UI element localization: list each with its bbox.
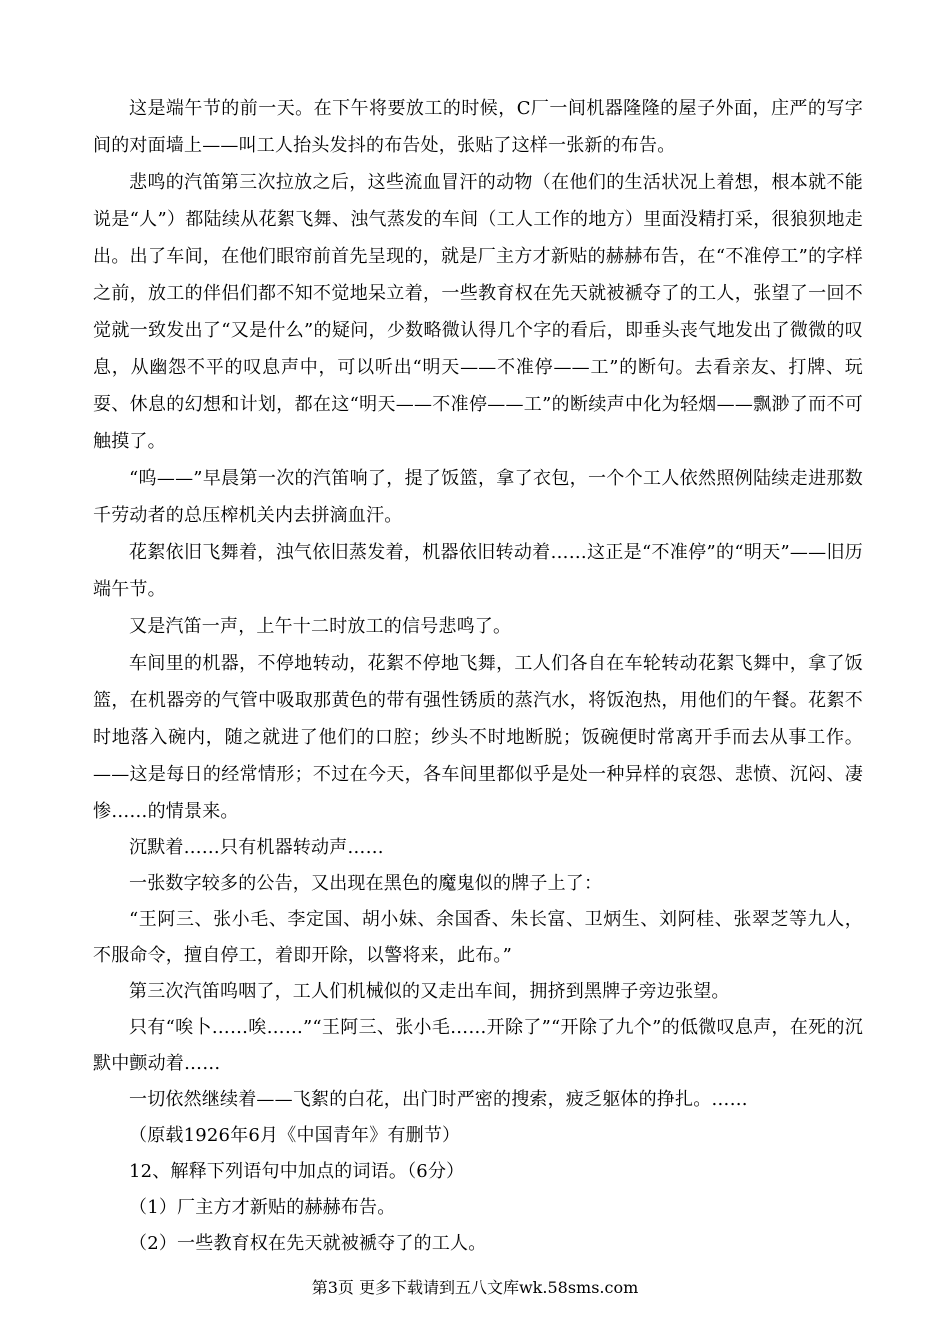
page-footer: 第3页 更多下载请到五八文库wk.58sms.com <box>311 1278 639 1297</box>
notice-quote: “王阿三、张小毛、李定国、胡小妹、余国香、朱长富、卫炳生、刘阿桂、张翠芝等九人，不服命令，擅自停工，着即开除，以警将来，此布。” <box>93 909 863 966</box>
question-12-item-1: （1）厂主方才新贴的赫赫布告。 <box>129 1197 396 1218</box>
paragraph-12: 一切依然继续着——飞絮的白花，出门时严密的搜索，疲乏躯体的挣扎。…… <box>129 1089 748 1110</box>
paragraph-3: “呜——”早晨第一次的汽笛响了，提了饭篮，拿了衣包，一个个工人依然照例陆续走进那数千劳动者的总压榨机关内去拼滴血汗。 <box>93 468 863 526</box>
paragraph-5: 又是汽笛一声，上午十二时放工的信号悲鸣了。 <box>129 616 512 637</box>
paragraph-6: 车间里的机器，不停地转动，花絮不停地飞舞，工人们各自在车轮转动花絮飞舞中，拿了饭篮，在机器旁的气管中吸取那黄色的带有强性锈质的蒸汽水，将饭泡热，用他们的午餐。花絮不时地落入碗内，随之就进了他们的口腔；纱头不时地断脱；饭碗便时常离开手而去从事工作。——这是每日的经常情形；不过在今天，各车间里都似乎是处一种异样的哀怨、悲愤、沉闷、凄惨……的情景来。 <box>93 653 863 822</box>
question-12-item-2: （2）一些教育权在先天就被褫夺了的工人。 <box>129 1233 487 1254</box>
paragraph-1: 这是端午节的前一天。在下午将要放工的时候，C厂一间机器隆隆的屋子外面，庄严的写字间的对面墙上——叫工人抬头发抖的布告处，张贴了这样一张新的布告。 <box>93 98 863 156</box>
article-body <box>93 90 863 1262</box>
source-note: （原载1926年6月《中国青年》有删节） <box>129 1125 461 1146</box>
paragraph-2: 悲鸣的汽笛第三次拉放之后，这些流血冒汗的动物（在他们的生活状况上着想，根本就不能说是“人”）都陆续从花絮飞舞、浊气蒸发的车间（工人工作的地方）里面没精打采，很狼狈地走出。出了车间，在他们眼帘前首先呈现的，就是厂主方才新贴的赫赫布告，在“不准停工”的字样之前，放工的伴侣们都不知不觉地呆立着，一些教育权在先天就被褫夺了的工人，张望了一回不觉就一致发出了“又是什么”的疑问，少数略微认得几个字的看后，即垂头丧气地发出了微微的叹息，从幽怨不平的叹息声中，可以听出“明天——不准停——工”的断句。去看亲友、打牌、玩耍、休息的幻想和计划，都在这“明天——不准停——工”的断续声中化为轻烟——飘渺了而不可触摸了。 <box>93 172 863 452</box>
question-12: 12、解释下列语句中加点的词语。（6分） <box>129 1161 465 1182</box>
paragraph-11: 只有“唉卜……唉……”“王阿三、张小毛……开除了”“开除了九个”的低微叹息声，在死的沉默中颤动着…… <box>93 1017 863 1074</box>
paragraph-4: 花絮依旧飞舞着，浊气依旧蒸发着，机器依旧转动着……这正是“不准停”的“明天”——旧历端午节。 <box>93 542 863 600</box>
paragraph-8: 一张数字较多的公告，又出现在黑色的魔鬼似的牌子上了： <box>129 873 603 894</box>
paragraph-10: 第三次汽笛呜咽了，工人们机械似的又走出车间，拥挤到黑牌子旁边张望。 <box>129 981 730 1002</box>
paragraph-7: 沉默着……只有机器转动声…… <box>129 837 384 858</box>
